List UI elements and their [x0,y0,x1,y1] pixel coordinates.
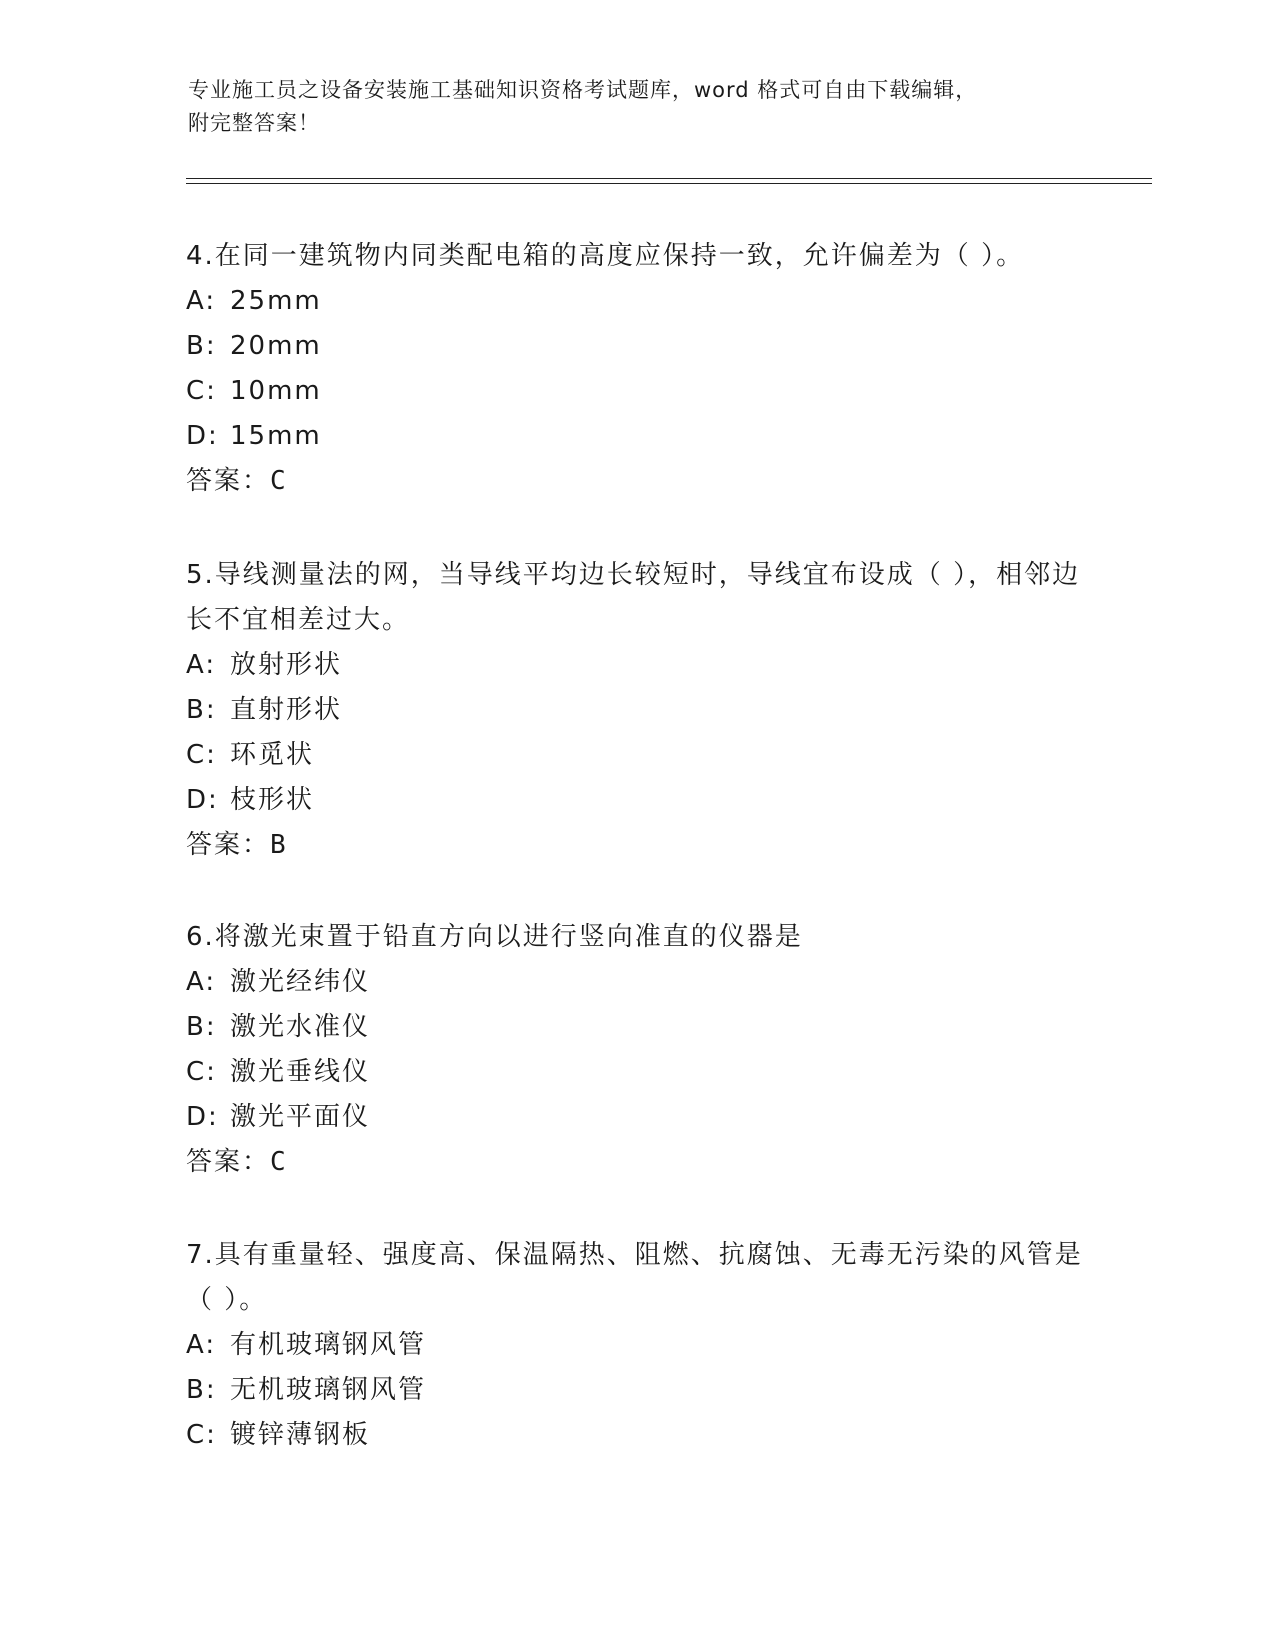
option-text: 15mm [230,421,322,451]
option-text: 环觅状 [230,740,315,770]
option-text: 激光水准仪 [230,1012,371,1042]
option-text: 枝形状 [230,785,315,815]
option-text: 20mm [230,331,322,361]
answer-value: B [270,830,288,860]
option-text: 放射形状 [230,650,343,680]
option-c [186,1413,1086,1458]
option-letter: B: [186,1375,217,1405]
option-b [186,324,1086,369]
option-text: 10mm [230,376,322,406]
answer-line [186,459,1086,504]
answer-line [186,823,1086,868]
question-stem: 7.具有重量轻、强度高、保温隔热、阻燃、抗腐蚀、无毒无污染的风管是（ ）。 [186,1240,1083,1315]
option-letter: C: [186,1420,217,1450]
question-4 [186,234,1086,504]
option-letter: D: [186,1102,219,1132]
answer-label: 答案： [186,830,271,860]
option-d [186,414,1086,459]
header-divider-top [186,178,1152,179]
option-letter: B: [186,1012,217,1042]
option-text: 激光经纬仪 [230,967,371,997]
header-divider-bottom [186,183,1152,184]
option-letter: A: [186,967,217,997]
header-line-2: 附完整答案！ [188,111,320,135]
option-c [186,1050,1086,1095]
option-letter: C: [186,376,217,406]
option-text: 激光垂线仪 [230,1057,371,1087]
option-b [186,688,1086,733]
question-stem: 5.导线测量法的网，当导线平均边长较短时，导线宜布设成（ ），相邻边长不宜相差过大。 [186,560,1081,635]
answer-label: 答案： [186,1147,271,1177]
option-a [186,279,1086,324]
option-letter: D: [186,785,219,815]
question-stem: 6.将激光束置于铅直方向以进行竖向准直的仪器是 [186,922,803,952]
answer-value: C [270,1147,288,1177]
option-letter: D: [186,421,219,451]
option-text: 直射形状 [230,695,343,725]
option-d [186,1095,1086,1140]
option-letter: C: [186,1057,217,1087]
option-text: 25mm [230,286,322,316]
question-7 [186,1233,1086,1458]
option-letter: A: [186,650,217,680]
option-letter: B: [186,695,217,725]
option-b [186,1005,1086,1050]
option-text: 无机玻璃钢风管 [230,1375,427,1405]
option-letter: A: [186,1330,217,1360]
answer-value: C [270,466,288,496]
document-header [188,74,1068,140]
question-stem: 4.在同一建筑物内同类配电箱的高度应保持一致，允许偏差为（ ）。 [186,241,1025,271]
option-text: 有机玻璃钢风管 [230,1330,427,1360]
option-letter: B: [186,331,217,361]
question-6 [186,915,1086,1185]
answer-label: 答案： [186,466,271,496]
answer-line [186,1140,1086,1185]
option-a [186,643,1086,688]
header-line-1: 专业施工员之设备安装施工基础知识资格考试题库，word 格式可自由下载编辑， [188,78,978,102]
question-5 [186,553,1086,868]
option-a [186,1323,1086,1368]
option-c [186,369,1086,414]
option-letter: A: [186,286,217,316]
option-b [186,1368,1086,1413]
option-text: 镀锌薄钢板 [230,1420,371,1450]
option-c [186,733,1086,778]
option-d [186,778,1086,823]
option-letter: C: [186,740,217,770]
option-a [186,960,1086,1005]
option-text: 激光平面仪 [230,1102,371,1132]
